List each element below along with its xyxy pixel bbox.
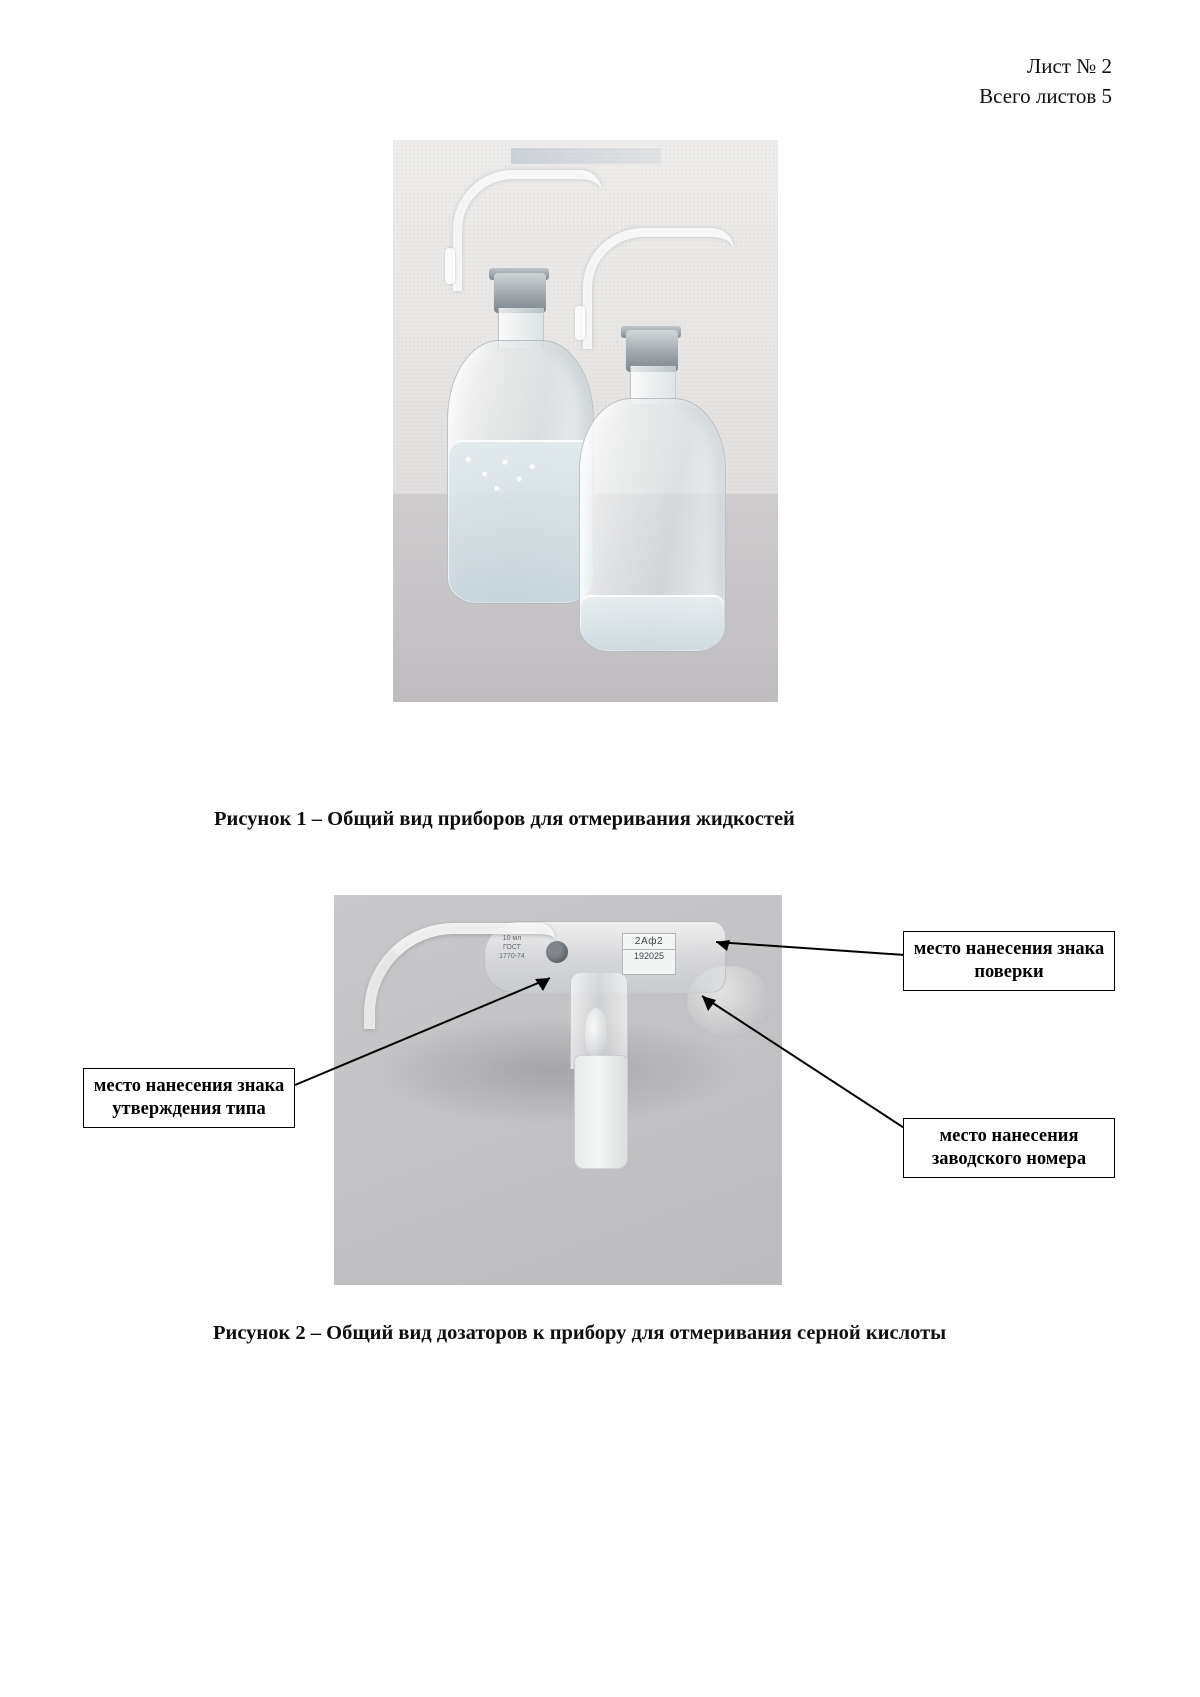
figure-2-caption: Рисунок 2 – Общий вид дозаторов к прибору для отмеривания серной кислоты [213, 1322, 947, 1344]
serial-number-plate [622, 933, 676, 975]
dispenser-spout-left [445, 248, 455, 284]
bottle-right [579, 398, 726, 652]
leader-line-serial [690, 990, 920, 1140]
figure-1-image [393, 140, 778, 702]
bottle-left [447, 340, 594, 604]
photo-standard-text: ГОСТ [503, 943, 521, 951]
photo-watermark [511, 148, 661, 164]
leader-line-verification [700, 940, 910, 970]
bottle-right-liquid [581, 595, 724, 650]
dispenser-spout-right [575, 306, 585, 340]
photo-volume-text: 10 мл [502, 935, 522, 942]
total-sheets: Всего листов 5 [979, 83, 1112, 108]
dispenser-cap-left [494, 273, 546, 313]
sheet-number: Лист № 2 [1026, 54, 1112, 78]
serial-bottom-text: 192025 [623, 949, 675, 964]
bottle-left-bubbles [460, 450, 542, 498]
page-header [979, 52, 1112, 112]
callout-verification-mark: место нанесения знака поверки [903, 931, 1115, 991]
figure-1-caption: Рисунок 1 – Общий вид приборов для отмеривания жидкостей [214, 808, 795, 830]
photo-standard-number-text: 1770-74 [499, 952, 525, 960]
type-approval-mark-icon [546, 941, 568, 963]
callout-type-approval-mark: место нанесения знака утверждения типа [83, 1068, 295, 1128]
photo-gost-label [480, 935, 544, 969]
serial-top-text: 2Аф2 [634, 936, 664, 947]
callout-serial-number: место нанесения заводского номера [903, 1118, 1115, 1178]
leader-line-type-approval [290, 970, 590, 1090]
